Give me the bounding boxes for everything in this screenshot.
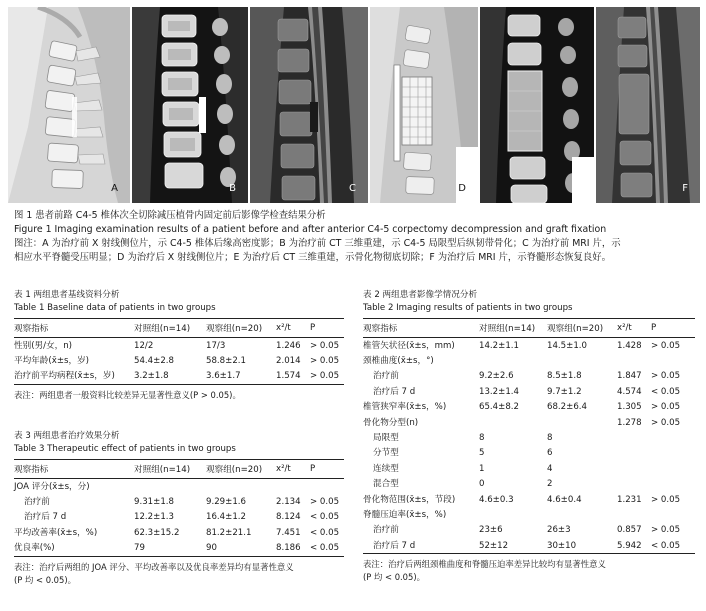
panel-label-e: E xyxy=(575,183,582,194)
table-cell: 1.246 xyxy=(276,340,301,351)
table-cell xyxy=(617,446,651,461)
table-cell: 8 xyxy=(547,432,553,443)
table-cell: > 0.05 xyxy=(310,496,340,507)
panel-e xyxy=(480,7,594,203)
table-cell: 8.186 xyxy=(276,541,310,557)
table-cell: > 0.05 xyxy=(310,369,344,385)
table-1-header-row xyxy=(14,319,344,338)
table-cell: 2.134 xyxy=(276,496,301,507)
table-cell: 椎管狭窄率(x̄±s，%) xyxy=(363,402,447,413)
table-2-grid xyxy=(363,318,695,554)
table-cell: > 0.05 xyxy=(651,494,681,505)
table-cell: 79 xyxy=(134,541,206,557)
table-2-title-en: Table 2 Imaging results of patients in two groups xyxy=(363,303,573,313)
table-row xyxy=(363,461,695,476)
table-cell: 1.574 xyxy=(276,369,310,385)
figure-caption xyxy=(14,209,694,265)
table-cell: 1.305 xyxy=(617,402,642,413)
table-cell: 30±10 xyxy=(547,538,617,554)
table-cell xyxy=(617,477,651,492)
table-cell: 性别(男/女，n) xyxy=(14,340,73,351)
table-cell: 12.2±1.3 xyxy=(134,512,175,523)
table-row xyxy=(363,538,695,554)
table-cell: 平均改善率(x̄±s，%) xyxy=(14,527,98,538)
table-row xyxy=(363,353,695,368)
ct-preop-image xyxy=(132,7,248,203)
table-cell: 1.428 xyxy=(617,340,642,351)
table-cell xyxy=(547,507,617,522)
table-1 xyxy=(14,289,344,402)
table-cell xyxy=(547,415,617,430)
table-3-header: P xyxy=(310,460,344,479)
table-cell: 连续型 xyxy=(373,463,399,474)
table-row xyxy=(363,384,695,399)
panel-label-c: C xyxy=(349,183,356,194)
table-row xyxy=(14,353,344,368)
table-row xyxy=(14,369,344,385)
table-cell xyxy=(651,507,695,522)
figure-caption-en: Figure 1 Imaging examination results of a patient before and after anterior C4-5 corpectomy decompression and graft fixation xyxy=(14,224,607,235)
table-row xyxy=(14,541,344,557)
table-1-title-en: Table 1 Baseline data of patients in two groups xyxy=(14,303,216,313)
table-cell: 9.31±1.8 xyxy=(134,496,175,507)
table-3-header: 对照组(n=14) xyxy=(134,460,206,479)
table-cell: 混合型 xyxy=(373,479,399,490)
table-cell: 骨化物分型(n) xyxy=(363,417,419,428)
table-cell: 1.278 xyxy=(617,417,642,428)
table-1-header: 观察指标 xyxy=(14,319,134,338)
table-cell: 9.7±1.2 xyxy=(547,386,582,397)
table-cell xyxy=(617,461,651,476)
table-cell xyxy=(617,507,651,522)
table-cell: 17/3 xyxy=(206,340,226,351)
table-cell: 14.2±1.1 xyxy=(479,340,520,351)
table-row xyxy=(363,430,695,445)
table-cell: > 0.05 xyxy=(651,371,681,382)
figure-legend-line1: 图注：A 为治疗前 X 射线侧位片，示 C4-5 椎体后缘高密度影；B 为治疗前 CT 三维重建，示 C4-5 局限型后纵韧带骨化；C 为治疗前 MRI 片，示 xyxy=(14,238,621,249)
table-3-note-line1: 表注：治疗后两组的 JOA 评分、平均改善率以及优良率差异均有显著性意义 xyxy=(14,561,294,572)
table-cell: 3.6±1.7 xyxy=(206,369,276,385)
table-cell: 4.6±0.3 xyxy=(479,494,514,505)
table-cell: < 0.05 xyxy=(651,538,695,554)
table-cell: > 0.05 xyxy=(310,355,340,366)
ct-postop-image xyxy=(480,7,594,203)
table-cell: 62.3±15.2 xyxy=(134,527,180,538)
table-cell: 14.5±1.0 xyxy=(547,340,588,351)
table-row xyxy=(14,510,344,525)
table-2-header: 对照组(n=14) xyxy=(479,319,547,338)
table-cell: 13.2±1.4 xyxy=(479,386,520,397)
table-2-header: 观察指标 xyxy=(363,319,479,338)
table-cell: 局限型 xyxy=(373,432,399,443)
table-cell: 优良率(%) xyxy=(14,541,134,557)
mri-postop-image xyxy=(596,7,700,203)
table-3-note xyxy=(14,561,344,587)
table-cell xyxy=(547,353,617,368)
table-3 xyxy=(14,430,344,587)
table-1-title-cn: 表 1 两组患者基线资料分析 xyxy=(14,290,120,300)
table-cell: 9.29±1.6 xyxy=(206,496,247,507)
table-cell: 16.4±1.2 xyxy=(206,512,247,523)
table-cell: 4.574 xyxy=(617,386,642,397)
table-cell: 65.4±8.2 xyxy=(479,402,520,413)
table-cell: > 0.05 xyxy=(651,340,681,351)
table-cell: 4 xyxy=(547,463,553,474)
table-cell: 骨化物范围(x̄±s，节段) xyxy=(363,494,456,505)
table-1-header: P xyxy=(310,319,344,338)
table-1-header: 对照组(n=14) xyxy=(134,319,206,338)
table-3-header: x²/t xyxy=(276,460,310,479)
table-cell: 23±6 xyxy=(479,525,503,536)
table-cell: 81.2±21.1 xyxy=(206,527,252,538)
table-row xyxy=(14,338,344,354)
panel-a xyxy=(8,7,130,203)
table-cell: 26±3 xyxy=(547,525,571,536)
table-cell: 平均年龄(x̄±s，岁) xyxy=(14,355,90,366)
table-cell: JOA 评分(x̄±s，分) xyxy=(14,481,90,492)
table-2-title-cn: 表 2 两组患者影像学情况分析 xyxy=(363,290,478,300)
table-cell xyxy=(651,461,695,476)
table-cell: 治疗后 7 d xyxy=(363,538,479,554)
table-cell: 2 xyxy=(547,479,553,490)
table-cell: 0 xyxy=(479,479,485,490)
table-cell: > 0.05 xyxy=(651,417,681,428)
table-row xyxy=(14,479,344,495)
table-cell: 5 xyxy=(479,448,485,459)
table-cell xyxy=(479,415,547,430)
panel-label-b: B xyxy=(229,183,236,194)
table-row xyxy=(363,477,695,492)
table-cell xyxy=(276,479,310,495)
table-cell: 治疗前 xyxy=(373,525,399,536)
table-cell: 脊髓压迫率(x̄±s，%) xyxy=(363,509,447,520)
table-2-note-line1: 表注：治疗后两组颈椎曲度和脊髓压迫率差异比较均有显著性意义 xyxy=(363,559,606,570)
figure-panels xyxy=(8,7,700,203)
panel-d xyxy=(370,7,478,203)
table-cell: 3.2±1.8 xyxy=(134,369,206,385)
table-cell: 68.2±6.4 xyxy=(547,402,588,413)
xray-preop-image xyxy=(8,7,130,203)
table-cell: 1.231 xyxy=(617,494,642,505)
table-row xyxy=(363,446,695,461)
panel-f xyxy=(596,7,700,203)
panel-label-f: F xyxy=(682,183,688,194)
table-cell xyxy=(651,353,695,368)
table-cell: 5.942 xyxy=(617,538,651,554)
table-1-header: 观察组(n=20) xyxy=(206,319,276,338)
table-cell: > 0.05 xyxy=(651,525,681,536)
table-1-grid xyxy=(14,318,344,385)
table-cell xyxy=(651,446,695,461)
table-row xyxy=(14,494,344,509)
table-cell: 1 xyxy=(479,463,485,474)
table-cell xyxy=(310,479,344,495)
table-cell: < 0.05 xyxy=(310,527,340,538)
table-row xyxy=(363,492,695,507)
table-row xyxy=(14,525,344,540)
table-cell: 54.4±2.8 xyxy=(134,355,175,366)
table-cell: > 0.05 xyxy=(651,402,681,413)
panel-label-a: A xyxy=(111,183,118,194)
mri-preop-image xyxy=(250,7,368,203)
table-row xyxy=(363,338,695,354)
table-row xyxy=(363,523,695,538)
table-cell: > 0.05 xyxy=(310,340,340,351)
table-cell: 52±12 xyxy=(479,538,547,554)
table-row xyxy=(363,415,695,430)
table-3-note-line2: (P 均 < 0.05)。 xyxy=(14,574,76,585)
table-3-title-cn: 表 3 两组患者治疗效果分析 xyxy=(14,431,120,441)
table-cell: < 0.05 xyxy=(310,512,340,523)
table-cell xyxy=(206,479,276,495)
table-cell: 治疗后 7 d xyxy=(373,386,416,397)
table-cell: 颈椎曲度(x̄±s，°) xyxy=(363,355,434,366)
table-3-title-en: Table 3 Therapeutic effect of patients in two groups xyxy=(14,444,236,454)
table-2 xyxy=(363,289,695,584)
figure-legend-line2: 相应水平脊髓受压明显；D 为治疗后 X 射线侧位片；E 为治疗后 CT 三维重建，示骨化物彻底切除；F 为治疗后 MRI 片，示脊髓形态恢复良好。 xyxy=(14,252,612,263)
table-cell: < 0.05 xyxy=(310,541,344,557)
table-cell: 6 xyxy=(547,448,553,459)
table-1-note: 表注：两组患者一般资料比较差异无显著性意义(P > 0.05)。 xyxy=(14,390,241,401)
table-cell: 7.451 xyxy=(276,527,301,538)
panel-c xyxy=(250,7,368,203)
table-cell xyxy=(651,477,695,492)
table-cell: 8.124 xyxy=(276,512,301,523)
table-1-header: x²/t xyxy=(276,319,310,338)
table-cell xyxy=(617,430,651,445)
panel-b xyxy=(132,7,248,203)
table-2-note xyxy=(363,558,695,584)
table-cell: 58.8±2.1 xyxy=(206,355,247,366)
figure-caption-cn: 图 1 患者前路 C4-5 椎体次全切除减压植骨内固定前后影像学检查结果分析 xyxy=(14,210,326,221)
table-cell: 椎管矢状径(x̄±s，mm) xyxy=(363,340,455,351)
table-3-header: 观察组(n=20) xyxy=(206,460,276,479)
table-cell xyxy=(134,479,206,495)
table-cell: 治疗前 xyxy=(373,371,399,382)
table-cell: 8.5±1.8 xyxy=(547,371,582,382)
table-cell: 分节型 xyxy=(373,448,399,459)
table-cell: 2.014 xyxy=(276,355,301,366)
table-cell: 4.6±0.4 xyxy=(547,494,582,505)
table-2-header: 观察组(n=20) xyxy=(547,319,617,338)
table-3-grid xyxy=(14,459,344,557)
table-cell xyxy=(479,507,547,522)
table-cell: 治疗前平均病程(x̄±s，岁) xyxy=(14,369,134,385)
table-row xyxy=(363,400,695,415)
table-row xyxy=(363,369,695,384)
table-2-header: P xyxy=(651,319,695,338)
table-row xyxy=(363,507,695,522)
panel-label-d: D xyxy=(458,183,466,194)
table-cell: 8 xyxy=(479,432,485,443)
table-2-note-line2: (P 均 < 0.05)。 xyxy=(363,572,425,583)
table-cell xyxy=(479,353,547,368)
table-cell xyxy=(617,353,651,368)
table-2-header: x²/t xyxy=(617,319,651,338)
table-cell: 治疗后 7 d xyxy=(24,512,67,523)
table-cell: 12/2 xyxy=(134,340,154,351)
table-cell: < 0.05 xyxy=(651,386,681,397)
table-cell: 90 xyxy=(206,541,276,557)
xray-postop-image xyxy=(370,7,478,203)
table-2-header-row xyxy=(363,319,695,338)
table-cell: 0.857 xyxy=(617,525,642,536)
table-cell: 9.2±2.6 xyxy=(479,371,514,382)
table-cell: 治疗前 xyxy=(24,496,50,507)
table-3-header: 观察指标 xyxy=(14,460,134,479)
table-cell xyxy=(651,430,695,445)
table-cell: 1.847 xyxy=(617,371,642,382)
table-3-header-row xyxy=(14,460,344,479)
